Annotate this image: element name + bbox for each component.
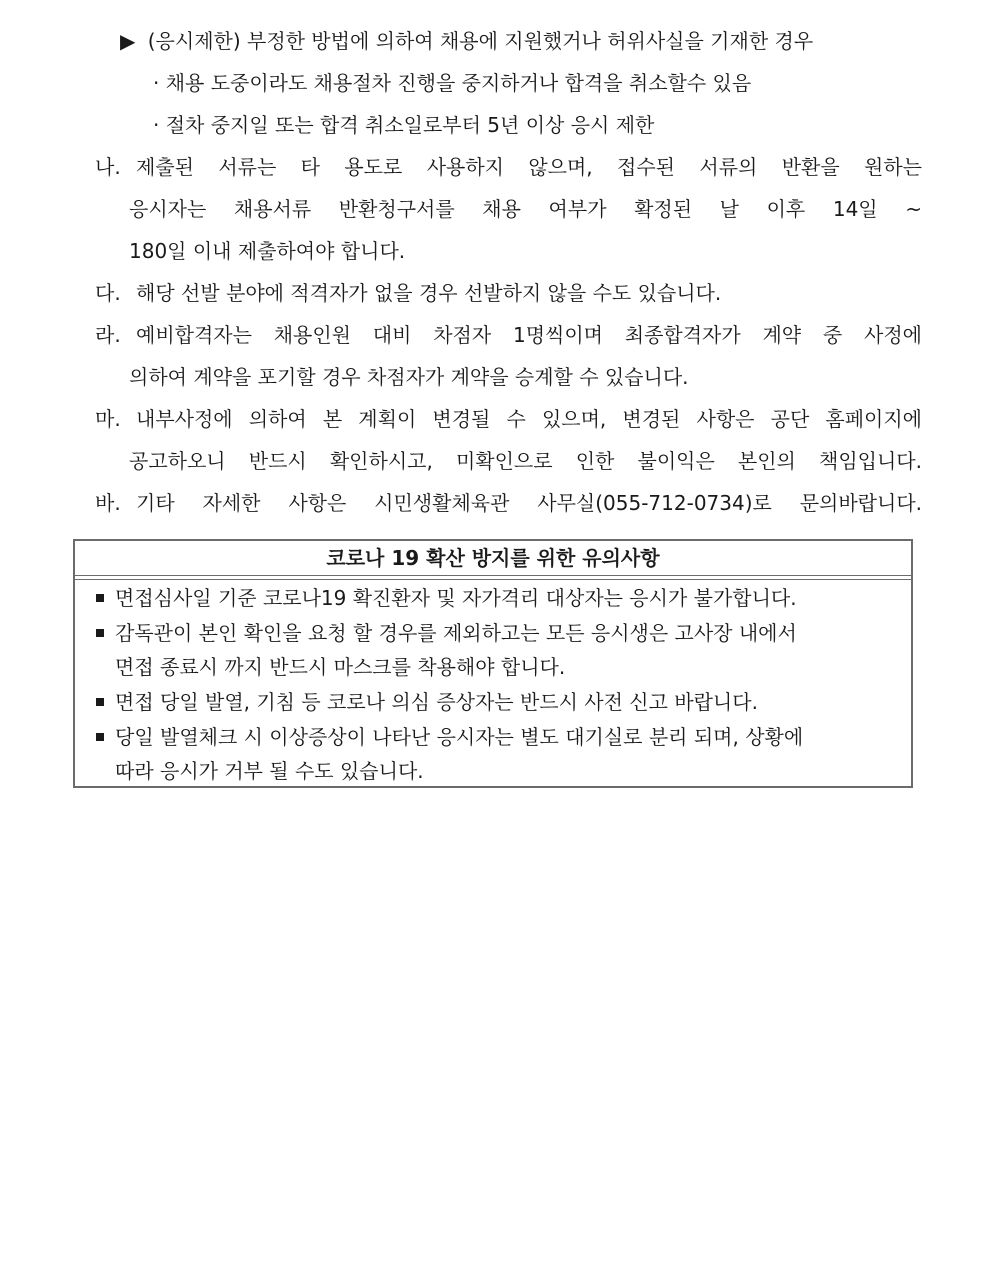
- item-na-line-2: 응시자는 채용서류 반환청구서를 채용 여부가 확정된 날 이후 14일 ~: [129, 197, 922, 221]
- triangle-marker-icon: ▶: [120, 29, 136, 53]
- item-label-ra: 라.: [95, 323, 121, 347]
- square-bullet-icon: [96, 698, 104, 706]
- item-na-line-3: 180일 이내 제출하여야 합니다.: [129, 239, 406, 263]
- square-bullet-icon: [96, 594, 104, 602]
- covid-notice-title: 코로나 19 확산 방지를 위한 유의사항: [75, 541, 911, 575]
- restriction-note: [120, 27, 813, 55]
- item-ma-line-2: 공고하오니 반드시 확인하시고, 미확인으로 인한 불이익은 본인의 책임입니다.: [129, 449, 922, 473]
- covid-bullet-4-line-1: 당일 발열체크 시 이상증상이 나타난 응시자는 별도 대기실로 분리 되며, 상황에: [115, 725, 804, 749]
- restriction-sub-1: · 채용 도중이라도 채용절차 진행을 중지하거나 합격을 취소할수 있음: [153, 71, 752, 95]
- square-bullet-icon: [96, 733, 104, 741]
- covid-bullet-2-line-2: 면접 종료시 까지 반드시 마스크를 착용해야 합니다.: [115, 655, 566, 679]
- item-ra-line-1: 예비합격자는 채용인원 대비 차점자 1명씩이며 최종합격자가 계약 중 사정에: [136, 323, 922, 347]
- square-bullet-icon: [96, 629, 104, 637]
- item-label-ba: 바.: [95, 491, 121, 515]
- item-da-line-1: 해당 선발 분야에 적격자가 없을 경우 선발하지 않을 수도 있습니다.: [136, 281, 722, 305]
- item-na-line-1: 제출된 서류는 타 용도로 사용하지 않으며, 접수된 서류의 반환을 원하는: [136, 155, 922, 179]
- covid-bullet-1-line-1: 면접심사일 기준 코로나19 확진환자 및 자가격리 대상자는 응시가 불가합니다.: [115, 586, 797, 610]
- item-ra-line-2: 의하여 계약을 포기할 경우 차점자가 계약을 승계할 수 있습니다.: [129, 365, 689, 389]
- restriction-sub-2: · 절차 중지일 또는 합격 취소일로부터 5년 이상 응시 제한: [153, 113, 655, 137]
- item-ma-line-1: 내부사정에 의하여 본 계획이 변경될 수 있으며, 변경된 사항은 공단 홈페이지에: [136, 407, 922, 431]
- covid-notice-box: [73, 539, 913, 788]
- restriction-text: (응시제한) 부정한 방법에 의하여 채용에 지원했거나 허위사실을 기재한 경우: [147, 29, 814, 53]
- covid-bullet-2-line-1: 감독관이 본인 확인을 요청 할 경우를 제외하고는 모든 응시생은 고사장 내에서: [115, 621, 797, 645]
- covid-bullet-3-line-1: 면접 당일 발열, 기침 등 코로나 의심 증상자는 반드시 사전 신고 바랍니다.: [115, 690, 758, 714]
- covid-bullet-4-line-2: 따라 응시가 거부 될 수도 있습니다.: [115, 759, 424, 783]
- item-label-da: 다.: [95, 281, 121, 305]
- item-label-ma: 마.: [95, 407, 121, 431]
- item-ba-line-1: 기타 자세한 사항은 시민생활체육관 사무실(055-712-0734)로 문의바랍니다.: [136, 491, 922, 515]
- item-label-na: 나.: [95, 155, 121, 179]
- title-divider: [75, 575, 911, 580]
